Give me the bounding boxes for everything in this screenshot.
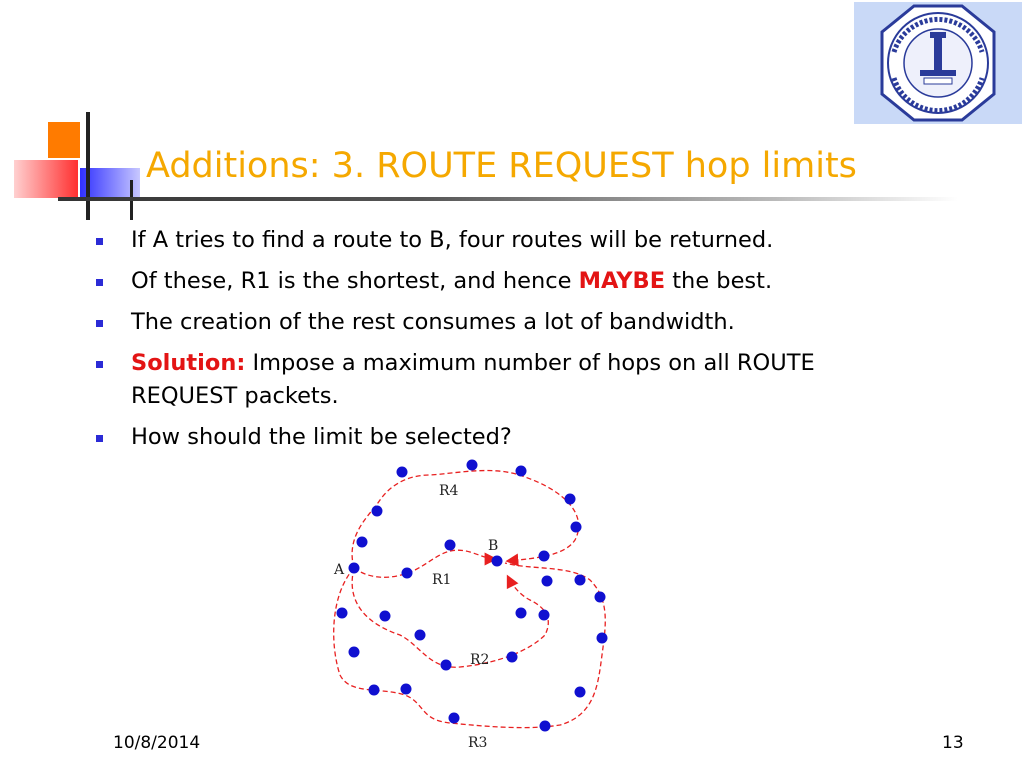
- node: [445, 540, 456, 551]
- node: [539, 610, 550, 621]
- title-underline: [58, 197, 958, 201]
- node: [415, 630, 426, 641]
- node: [565, 494, 576, 505]
- university-seal-icon: [854, 2, 1022, 124]
- page-number: 13: [942, 733, 964, 753]
- node: [449, 713, 460, 724]
- bullet-square-icon: [96, 361, 103, 368]
- bullet-text: If A tries to find a route to B, four routes will be returned.: [131, 227, 774, 253]
- bullet-text: Of these, R1 is the shortest, and hence: [131, 268, 579, 294]
- node: [597, 633, 608, 644]
- footer-date: 10/8/2014: [113, 733, 201, 753]
- bullet-text: How should the limit be selected?: [131, 424, 512, 450]
- node: [441, 660, 452, 671]
- bullet-item-2: [94, 265, 924, 298]
- bullet-item-4: [94, 347, 924, 413]
- node: [402, 568, 413, 579]
- node-b-label: B: [488, 538, 499, 554]
- node: [467, 460, 478, 471]
- route-path-r3: [334, 563, 606, 728]
- route-label-r1: R1: [432, 572, 452, 588]
- deco-vertical-line: [86, 112, 90, 220]
- node: [372, 506, 383, 517]
- route-label-r4: R4: [439, 483, 459, 499]
- node: [349, 647, 360, 658]
- bullet-square-icon: [96, 279, 103, 286]
- slide-title: Additions: 3. ROUTE REQUEST hop limits: [146, 146, 857, 186]
- bullet-square-icon: [96, 435, 103, 442]
- node: [337, 608, 348, 619]
- deco-red-block: [14, 160, 78, 198]
- node: [397, 467, 408, 478]
- node: [575, 687, 586, 698]
- bullet-text: the best.: [665, 268, 773, 294]
- node: [540, 721, 551, 732]
- node: [571, 522, 582, 533]
- bullet-square-icon: [96, 238, 103, 245]
- node: [369, 685, 380, 696]
- node: [595, 592, 606, 603]
- bullet-list: [94, 224, 924, 462]
- bullet-item-1: [94, 224, 924, 257]
- node-a: [349, 563, 360, 574]
- route-diagram: [320, 455, 620, 755]
- node: [357, 537, 368, 548]
- bullet-item-5: [94, 421, 924, 454]
- emphasis-text: Solution:: [131, 350, 246, 376]
- emphasis-text: MAYBE: [578, 268, 666, 294]
- node: [542, 576, 553, 587]
- bullet-square-icon: [96, 320, 103, 327]
- node: [539, 551, 550, 562]
- bullet-text: The creation of the rest consumes a lot of bandwidth.: [131, 309, 735, 335]
- node: [516, 466, 527, 477]
- node: [516, 608, 527, 619]
- deco-orange-block: [48, 122, 80, 158]
- node-b: [492, 556, 503, 567]
- node: [380, 611, 391, 622]
- node: [401, 684, 412, 695]
- route-label-r2: R2: [470, 652, 490, 668]
- route-path-r1: [354, 550, 495, 577]
- node: [507, 652, 518, 663]
- node: [575, 575, 586, 586]
- route-label-r3: R3: [468, 735, 488, 751]
- bullet-text: Impose a maximum number of hops on all ROUTE REQUEST packets.: [131, 350, 815, 409]
- node-a-label: A: [334, 562, 345, 578]
- university-logo: [854, 2, 1022, 124]
- bullet-item-3: [94, 306, 924, 339]
